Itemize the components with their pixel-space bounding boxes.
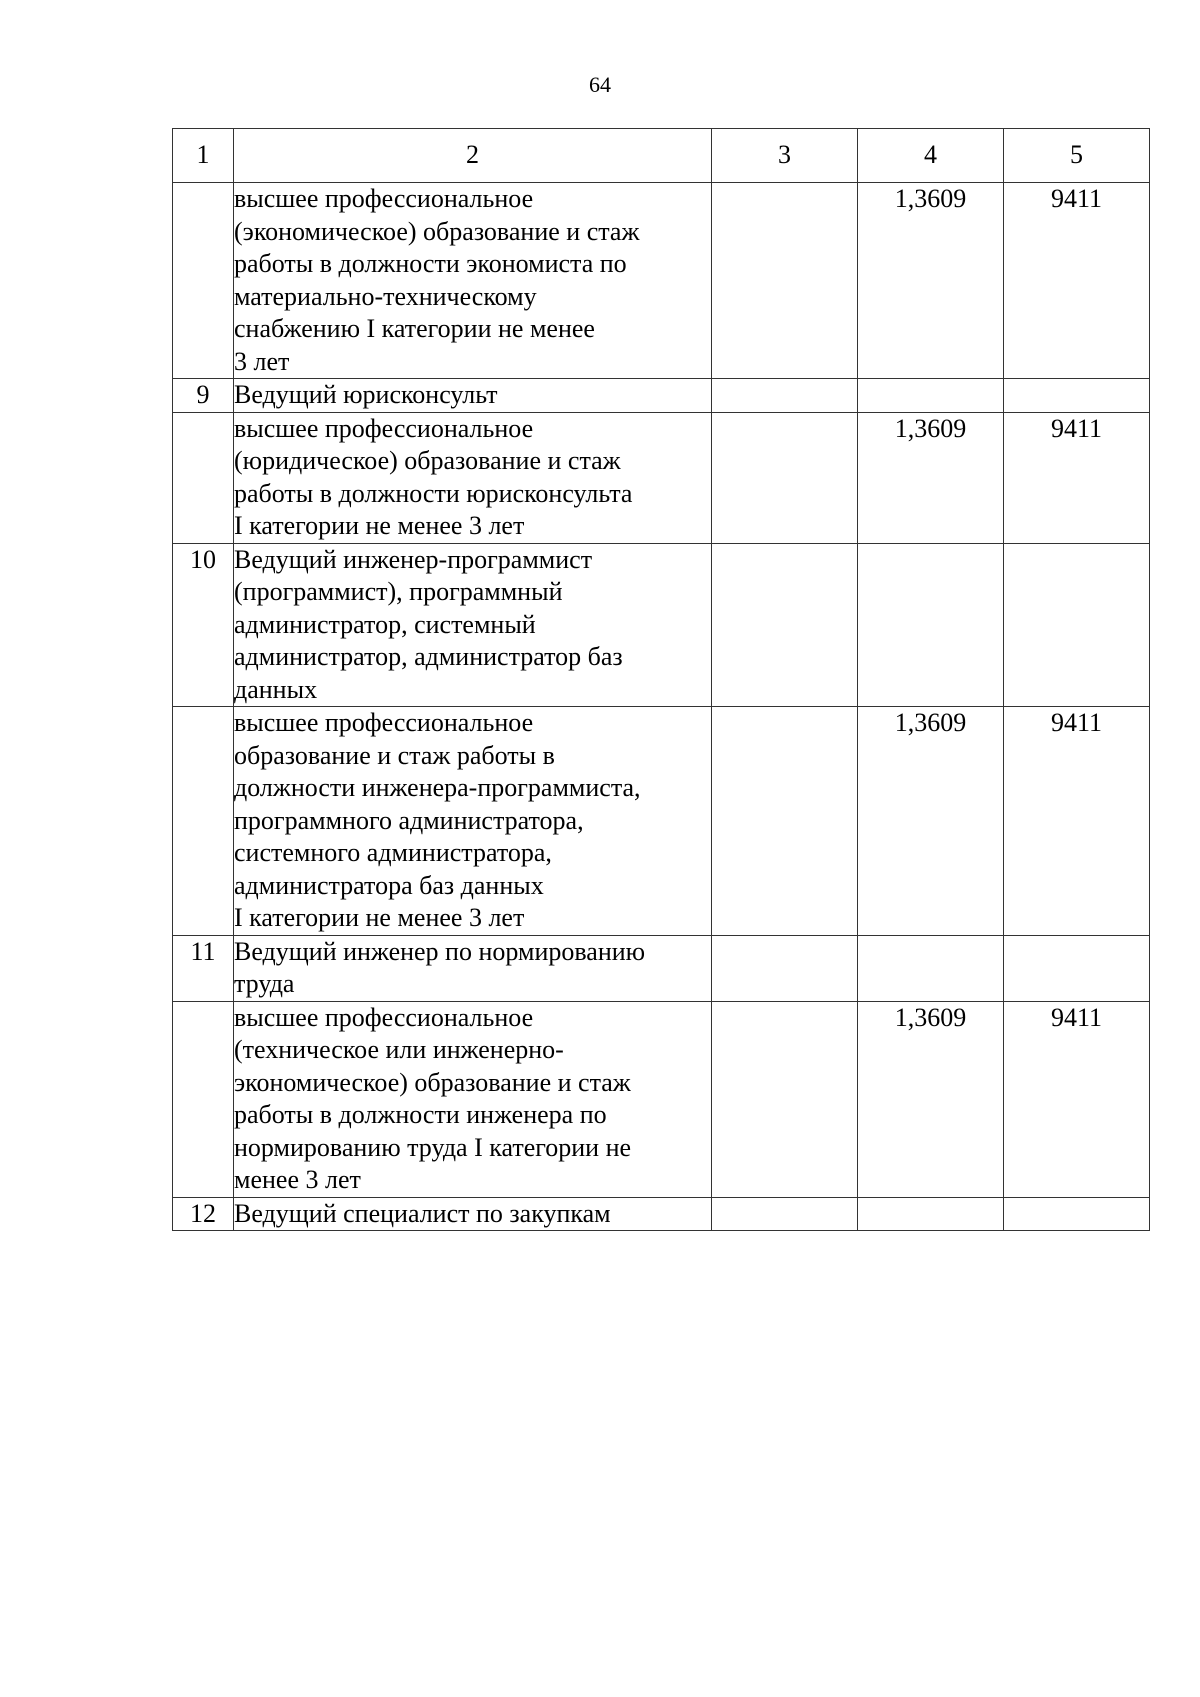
column-3-cell: [712, 183, 858, 379]
description-line: (техническое или инженерно-: [234, 1035, 564, 1064]
description-line: работы в должности инженера по: [234, 1100, 607, 1129]
description-line: данных: [234, 674, 318, 704]
table-row: [173, 412, 1150, 543]
column-3-cell: [712, 1001, 858, 1197]
salary-cell: [1004, 935, 1150, 1001]
header-cell-2: 2: [234, 129, 712, 183]
description-line: 3 лет: [234, 346, 290, 376]
table-header-row: [173, 129, 1150, 183]
description-line: I категории не менее 3 лет: [234, 903, 525, 932]
salary-cell: 9411: [1004, 183, 1150, 379]
column-3-cell: [712, 412, 858, 543]
description-line: администратора баз данных: [234, 870, 544, 900]
description-line: образование и стаж работы в: [234, 740, 555, 770]
description-cell: [234, 935, 712, 1001]
column-3-cell: [712, 707, 858, 936]
column-3-cell: [712, 543, 858, 707]
description-line: высшее профессиональное: [234, 708, 534, 737]
description-line: (программист), программный: [234, 577, 563, 606]
salary-cell: [1004, 543, 1150, 707]
salary-cell: 9411: [1004, 1001, 1150, 1197]
row-number-cell: 10: [173, 543, 234, 707]
description-line: Ведущий юрисконсульт: [234, 380, 498, 409]
table-row: [173, 707, 1150, 936]
description-line: труда: [234, 969, 295, 998]
description-line: высшее профессиональное: [234, 184, 534, 213]
description-line: (юридическое) образование и стаж: [234, 446, 621, 475]
description-line: экономическое) образование и стаж: [234, 1067, 631, 1097]
row-number-cell: [173, 707, 234, 936]
description-cell: [234, 1197, 712, 1231]
table-row: [173, 379, 1150, 413]
description-line: I категории не менее 3 лет: [234, 511, 525, 540]
column-3-cell: [712, 1197, 858, 1231]
description-line: (экономическое) образование и стаж: [234, 216, 640, 246]
coefficient-cell: [858, 935, 1004, 1001]
table-row: [173, 1197, 1150, 1231]
coefficient-cell: [858, 1197, 1004, 1231]
row-number-cell: 9: [173, 379, 234, 413]
coefficient-cell: [858, 379, 1004, 413]
salary-cell: 9411: [1004, 707, 1150, 936]
description-line: высшее профессиональное: [234, 413, 534, 443]
description-line: администратор, системный: [234, 609, 536, 639]
description-cell: [234, 183, 712, 379]
description-line: Ведущий инженер по нормированию: [234, 936, 646, 966]
salary-cell: [1004, 379, 1150, 413]
coefficient-cell: 1,3609: [858, 1001, 1004, 1197]
header-cell-4: 4: [858, 129, 1004, 183]
page-number: 64: [589, 72, 611, 97]
header-cell-3: 3: [712, 129, 858, 183]
description-line: администратор, администратор баз: [234, 642, 623, 671]
description-line: должности инженера-программиста,: [234, 773, 641, 802]
coefficient-cell: [858, 543, 1004, 707]
description-cell: [234, 543, 712, 707]
description-line: работы в должности экономиста по: [234, 249, 627, 278]
table-row: [173, 935, 1150, 1001]
description-line: программного администратора,: [234, 805, 584, 835]
description-line: снабжению I категории не менее: [234, 314, 595, 343]
salary-cell: [1004, 1197, 1150, 1231]
row-number-cell: 11: [173, 935, 234, 1001]
description-line: работы в должности юрисконсульта: [234, 478, 633, 508]
header-cell-1: 1: [173, 129, 234, 183]
description-line: материально-техническому: [234, 281, 537, 311]
qualification-table: [172, 128, 1150, 1231]
description-line: системного администратора,: [234, 838, 552, 867]
table-row: [173, 183, 1150, 379]
description-cell: [234, 412, 712, 543]
header-cell-5: 5: [1004, 129, 1150, 183]
description-cell: [234, 707, 712, 936]
table-row: [173, 1001, 1150, 1197]
table-row: [173, 543, 1150, 707]
row-number-cell: [173, 412, 234, 543]
row-number-cell: 12: [173, 1197, 234, 1231]
description-line: Ведущий специалист по закупкам: [234, 1198, 611, 1228]
coefficient-cell: 1,3609: [858, 412, 1004, 543]
description-cell: [234, 1001, 712, 1197]
description-line: нормированию труда I категории не: [234, 1132, 632, 1162]
row-number-cell: [173, 1001, 234, 1197]
coefficient-cell: 1,3609: [858, 183, 1004, 379]
coefficient-cell: 1,3609: [858, 707, 1004, 936]
column-3-cell: [712, 379, 858, 413]
salary-cell: 9411: [1004, 412, 1150, 543]
description-line: Ведущий инженер-программист: [234, 544, 593, 574]
description-cell: [234, 379, 712, 413]
description-line: менее 3 лет: [234, 1165, 361, 1194]
row-number-cell: [173, 183, 234, 379]
description-line: высшее профессиональное: [234, 1002, 534, 1032]
column-3-cell: [712, 935, 858, 1001]
